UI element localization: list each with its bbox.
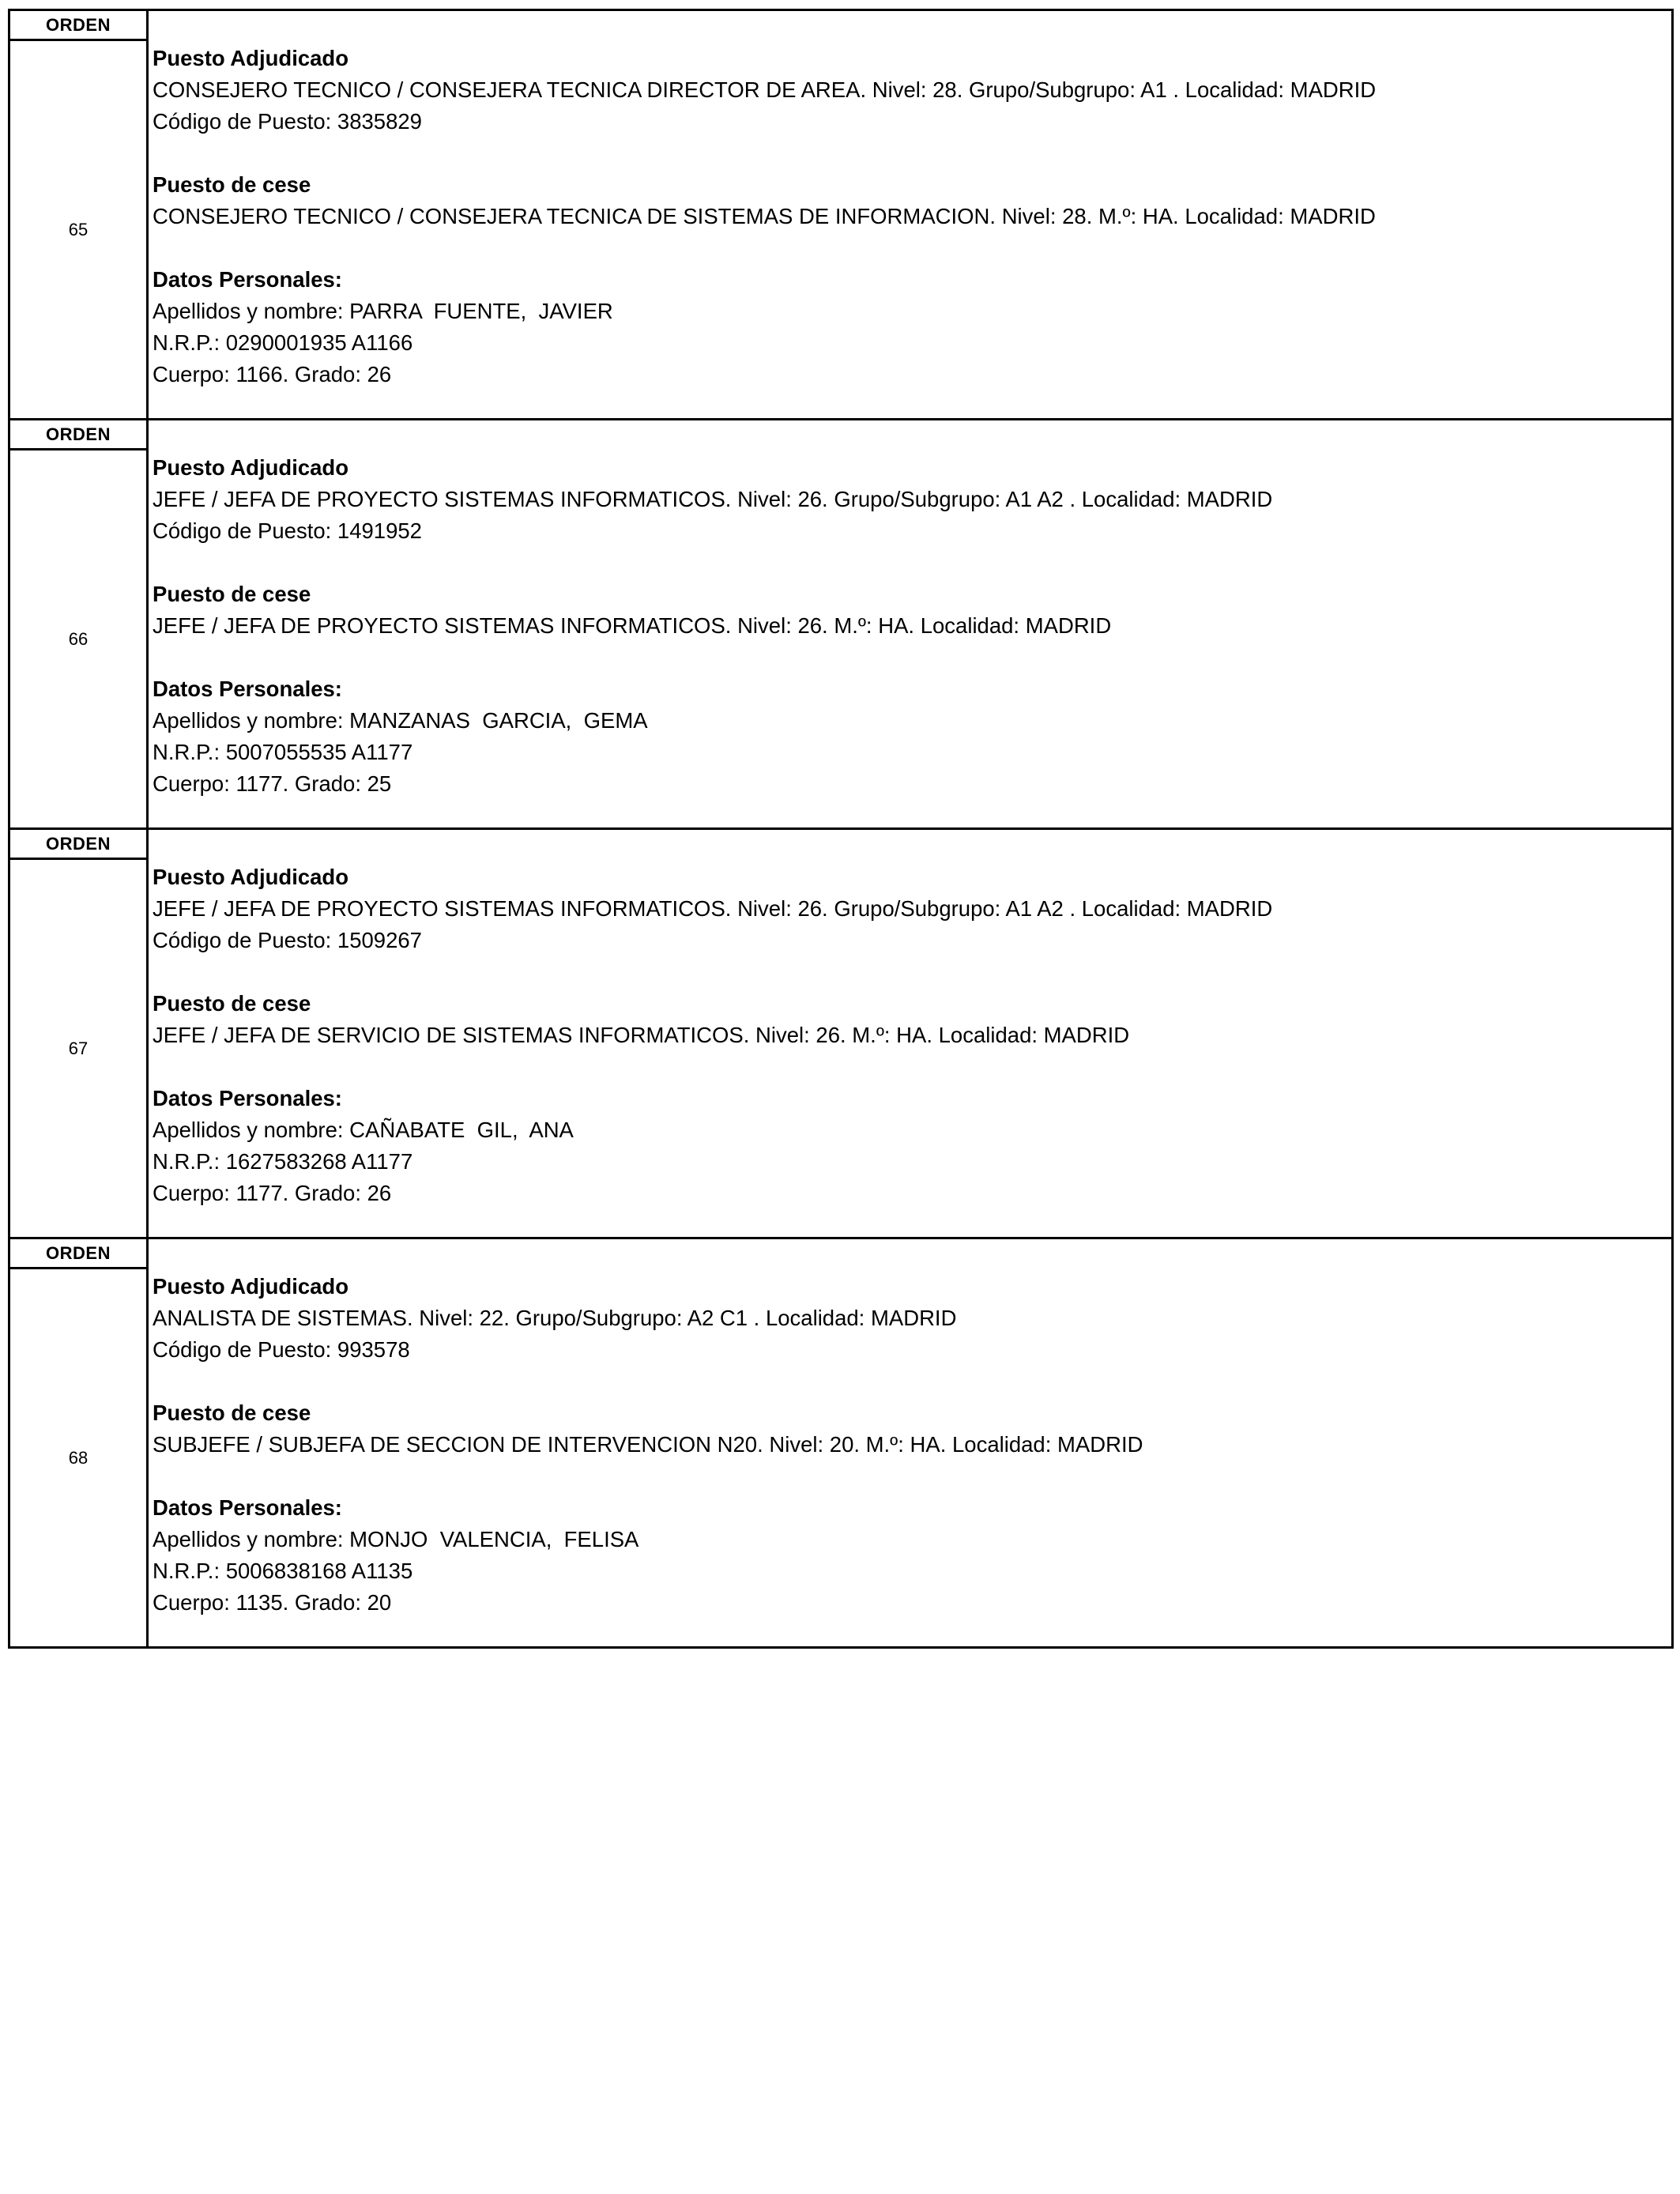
orden-header: ORDEN <box>10 420 146 450</box>
puesto-de-cese-description: SUBJEFE / SUBJEFA DE SECCION DE INTERVENCION N20. Nivel: 20. M.º: HA. Localidad: MADRID <box>153 1432 1143 1457</box>
record-content <box>149 11 1671 418</box>
puesto-adjudicado-heading: Puesto Adjudicado <box>153 46 349 70</box>
apellidos-y-nombre: Apellidos y nombre: CAÑABATE GIL, ANA <box>153 1118 574 1142</box>
orden-number: 67 <box>68 1038 89 1058</box>
orden-header: ORDEN <box>10 830 146 860</box>
assignment-table <box>8 9 1674 1649</box>
cuerpo-grado: Cuerpo: 1177. Grado: 25 <box>153 771 392 796</box>
record-row <box>10 827 1671 1237</box>
puesto-adjudicado-description: JEFE / JEFA DE PROYECTO SISTEMAS INFORMATICOS. Nivel: 26. Grupo/Subgrupo: A1 A2 . Localidad: MADRID <box>153 896 1273 921</box>
nrp: N.R.P.: 1627583268 A1177 <box>153 1149 413 1174</box>
puesto-de-cese-heading: Puesto de cese <box>153 582 311 606</box>
datos-personales-heading: Datos Personales: <box>153 1495 342 1520</box>
orden-header: ORDEN <box>10 11 146 41</box>
record-row <box>10 1237 1671 1646</box>
puesto-adjudicado-heading: Puesto Adjudicado <box>153 865 349 889</box>
apellidos-y-nombre: Apellidos y nombre: MONJO VALENCIA, FELISA <box>153 1527 639 1551</box>
orden-column <box>10 1239 149 1646</box>
puesto-de-cese-heading: Puesto de cese <box>153 172 311 197</box>
puesto-de-cese-description: JEFE / JEFA DE SERVICIO DE SISTEMAS INFORMATICOS. Nivel: 26. M.º: HA. Localidad: MADRID <box>153 1023 1130 1047</box>
puesto-de-cese-heading: Puesto de cese <box>153 1400 311 1425</box>
orden-column <box>10 830 149 1237</box>
puesto-adjudicado-description: CONSEJERO TECNICO / CONSEJERA TECNICA DIRECTOR DE AREA. Nivel: 28. Grupo/Subgrupo: A1 . Localidad: MADRID <box>153 77 1377 102</box>
codigo-de-puesto: Código de Puesto: 3835829 <box>153 109 422 134</box>
puesto-de-cese-description: JEFE / JEFA DE PROYECTO SISTEMAS INFORMATICOS. Nivel: 26. M.º: HA. Localidad: MADRID <box>153 613 1112 638</box>
codigo-de-puesto: Código de Puesto: 993578 <box>153 1337 410 1362</box>
datos-personales-heading: Datos Personales: <box>153 677 342 701</box>
nrp: N.R.P.: 5006838168 A1135 <box>153 1559 413 1583</box>
cuerpo-grado: Cuerpo: 1177. Grado: 26 <box>153 1181 392 1205</box>
apellidos-y-nombre: Apellidos y nombre: PARRA FUENTE, JAVIER <box>153 299 613 323</box>
puesto-adjudicado-description: ANALISTA DE SISTEMAS. Nivel: 22. Grupo/Subgrupo: A2 C1 . Localidad: MADRID <box>153 1306 957 1330</box>
puesto-adjudicado-description: JEFE / JEFA DE PROYECTO SISTEMAS INFORMATICOS. Nivel: 26. Grupo/Subgrupo: A1 A2 . Localidad: MADRID <box>153 487 1273 511</box>
record-row <box>10 418 1671 827</box>
orden-number: 68 <box>68 1447 89 1468</box>
datos-personales-heading: Datos Personales: <box>153 1086 342 1110</box>
nrp: N.R.P.: 0290001935 A1166 <box>153 330 413 355</box>
nrp: N.R.P.: 5007055535 A1177 <box>153 740 413 764</box>
codigo-de-puesto: Código de Puesto: 1509267 <box>153 928 422 952</box>
puesto-adjudicado-heading: Puesto Adjudicado <box>153 1274 349 1299</box>
datos-personales-heading: Datos Personales: <box>153 267 342 292</box>
orden-header: ORDEN <box>10 1239 146 1269</box>
record-content <box>149 420 1671 827</box>
cuerpo-grado: Cuerpo: 1166. Grado: 26 <box>153 362 392 386</box>
apellidos-y-nombre: Apellidos y nombre: MANZANAS GARCIA, GEMA <box>153 708 648 733</box>
record-row <box>10 9 1671 418</box>
record-content <box>149 1239 1671 1646</box>
puesto-de-cese-heading: Puesto de cese <box>153 991 311 1016</box>
codigo-de-puesto: Código de Puesto: 1491952 <box>153 518 422 543</box>
record-content <box>149 830 1671 1237</box>
orden-number: 65 <box>68 219 89 239</box>
orden-number: 66 <box>68 628 89 649</box>
puesto-adjudicado-heading: Puesto Adjudicado <box>153 455 349 480</box>
puesto-de-cese-description: CONSEJERO TECNICO / CONSEJERA TECNICA DE SISTEMAS DE INFORMACION. Nivel: 28. M.º: HA. Localidad: MADRID <box>153 204 1376 228</box>
cuerpo-grado: Cuerpo: 1135. Grado: 20 <box>153 1590 392 1615</box>
orden-column <box>10 420 149 827</box>
orden-column <box>10 11 149 418</box>
